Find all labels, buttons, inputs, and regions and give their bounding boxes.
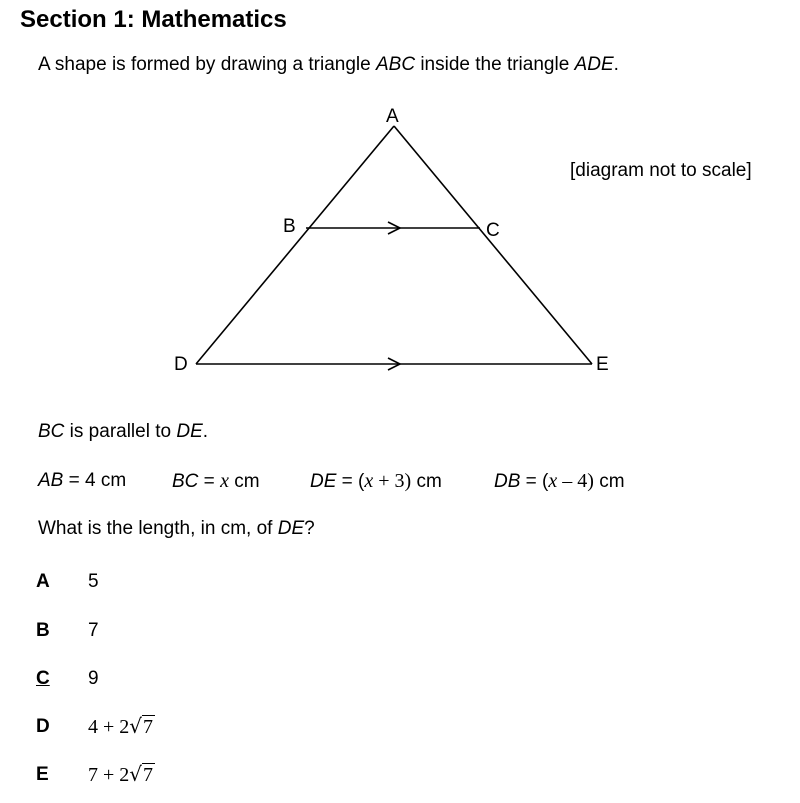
- option-a-letter: A: [36, 571, 50, 592]
- intro-text-1: A shape is formed by drawing a triangle: [38, 54, 376, 75]
- vertex-label-d: D: [174, 354, 188, 375]
- parallel-de: DE: [176, 421, 203, 442]
- prompt-de: DE: [277, 518, 305, 539]
- prompt-suffix: ?: [304, 518, 315, 539]
- intro-text-2: inside the triangle: [415, 54, 575, 75]
- measure-de-name: DE: [310, 471, 337, 492]
- measure-db-var: x: [548, 470, 558, 492]
- option-d-letter: D: [36, 716, 50, 737]
- side-ae: [394, 126, 592, 364]
- option-e-value: [88, 762, 155, 787]
- parallel-text: is parallel to: [64, 421, 177, 442]
- vertex-label-b: B: [283, 216, 296, 237]
- option-d-radicand: 7: [143, 716, 154, 738]
- measure-de-rest: + 3): [373, 470, 412, 492]
- measure-db-unit: cm: [593, 471, 625, 492]
- measure-bc-eq: =: [198, 471, 221, 492]
- measure-ab: [38, 470, 126, 492]
- measure-bc-var: x: [220, 470, 229, 492]
- option-c-letter: C: [36, 668, 50, 689]
- option-e-letter: E: [36, 764, 49, 785]
- measure-de: [310, 470, 442, 493]
- measure-ab-name: AB: [38, 470, 64, 491]
- measure-ab-eq: = 4 cm: [63, 470, 127, 491]
- scale-note: [diagram not to scale]: [570, 160, 752, 181]
- side-ad: [196, 126, 394, 364]
- measure-db-eq: = (: [520, 471, 549, 492]
- option-b-letter: B: [36, 620, 50, 641]
- measure-bc: [172, 470, 260, 493]
- option-d-value: [88, 714, 155, 739]
- measure-db-name: DB: [494, 471, 521, 492]
- parallel-suffix: .: [202, 421, 209, 442]
- prompt-text: What is the length, in cm, of: [38, 518, 278, 539]
- sqrt-icon: √7: [129, 714, 154, 738]
- intro-text-3: .: [613, 54, 619, 75]
- measure-db: [494, 470, 625, 493]
- measure-bc-unit: cm: [228, 471, 260, 492]
- option-a-value: 5: [88, 571, 99, 592]
- measure-de-eq: = (: [336, 471, 365, 492]
- intro-triangle-abc: ABC: [375, 54, 416, 75]
- triangle-diagram: [160, 100, 640, 390]
- option-c-value: 9: [88, 668, 99, 689]
- section-title: Section 1: Mathematics: [20, 6, 287, 33]
- option-e-radicand: 7: [143, 764, 154, 786]
- parallel-statement: [38, 421, 208, 443]
- option-d-prefix: 4 + 2: [88, 716, 130, 738]
- option-b-value: 7: [88, 620, 99, 641]
- question-prompt: [38, 518, 315, 540]
- vertex-label-a: A: [386, 106, 399, 127]
- measure-de-var: x: [364, 470, 374, 492]
- vertex-label-c: C: [486, 220, 500, 241]
- vertex-label-e: E: [596, 354, 609, 375]
- measure-bc-name: BC: [172, 471, 199, 492]
- intro-triangle-ade: ADE: [574, 54, 614, 75]
- measure-de-unit: cm: [411, 471, 442, 492]
- measure-db-rest: – 4): [557, 470, 594, 492]
- sqrt-icon: √7: [129, 762, 154, 786]
- question-intro: [38, 54, 619, 76]
- option-e-prefix: 7 + 2: [88, 764, 130, 786]
- parallel-bc: BC: [38, 421, 65, 442]
